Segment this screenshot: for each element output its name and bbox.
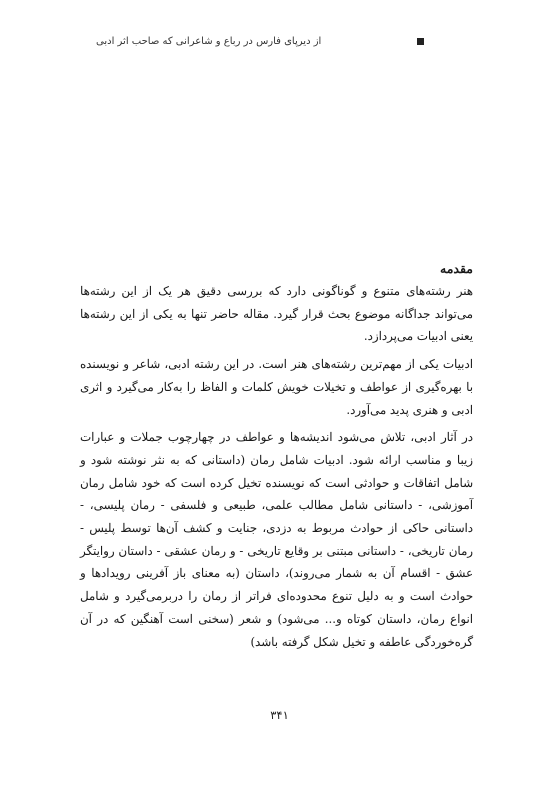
paragraph-2: ادبیات یکی از مهم‌ترین رشته‌های هنر است. در این رشته ادبی، شاعر و نویسنده با بهره‌گیری از عواطف و تخیلات خویش کلمات و الفاظ را به‌کار می‌گیرد و اثری ادبی و هنری پدید می‌آورد. [80, 357, 473, 417]
square-marker-icon [417, 38, 424, 45]
page-number: ۳۴۱ [270, 708, 289, 722]
paragraph-1: هنر رشته‌های متنوع و گوناگونی دارد که بررسی دقیق هر یک از این رشته‌ها می‌تواند جداگانه موضوع بحث قرار گیرد. مقاله حاضر تنها به یکی از این رشته‌ها یعنی ادبیات می‌پردازد. [80, 284, 473, 344]
header-page-marker [411, 38, 424, 45]
running-title: از دیرپای فارس در رباع و شاعرانی که صاحب اثر ادبی [96, 36, 322, 47]
section-heading: مقدمه [440, 261, 473, 276]
paragraph-3: در آثار ادبی، تلاش می‌شود اندیشه‌ها و عواطف در چهارچوب جملات و عبارات زیبا و مناسب ارائه شود. ادبیات شامل رمان (داستانی که به نثر نوشته شود و شامل اتفاقات و حوادثی است که نویسنده تخیل کرده است که خود شامل رمان آموزشی، - داستانی شامل مطالب علمی، طبیعی و فلسفی - رمان پلیسی، - داستانی حاکی از حوادث مربوط به دزدی، جنایت و کشف آن‌ها توسط پلیس - رمان تاریخی، - داستانی مبتنی بر وقایع تاریخی - و رمان عشقی - داستان روایتگر عشق - اقسام آن به شمار می‌روند)، داستان (به معنای باز آفرینی رویدادها و حوادث است و به دلیل تنوع محدوده‌ای فراتر از رمان را دربرمی‌گیرد و شامل انواع رمان، داستان کوتاه و... می‌شود) و شعر (سخنی است آهنگین که در آن گره‌خوردگی عاطفه و تخیل شکل گرفته باشد) [80, 430, 473, 649]
page-body [80, 258, 473, 658]
running-head [96, 36, 424, 47]
